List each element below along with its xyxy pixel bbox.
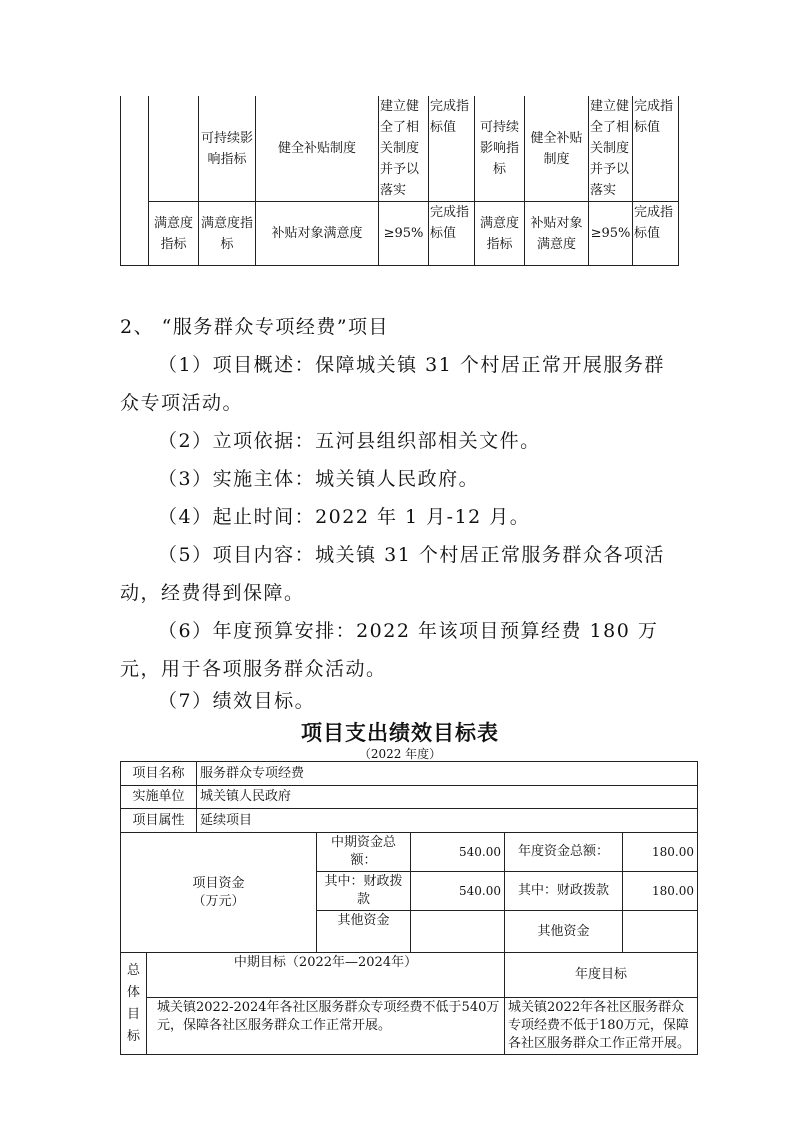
indicator-table [120,96,679,266]
project-name-value: 服务群众专项经费 [197,762,698,786]
overall-target-label: 总体目标 [121,953,147,1055]
indicator-cell: 满意度指标 [475,202,525,266]
status-cell: 完成指标值 [429,202,475,266]
status-cell: 完成指标值 [429,96,475,202]
table-row [121,786,698,809]
indicator-cell: 满意度指标 [199,202,256,266]
paragraph: （3）实施主体：城关镇人民政府。 [158,468,480,490]
indicator-name-cell: 补贴对象满意度 [525,202,589,266]
mid-total-value: 540.00 [411,833,505,872]
table-row [121,202,679,266]
year-target-label: 年度目标 [505,953,698,998]
performance-table [120,761,698,1055]
paragraph: （7）绩效目标。 [158,690,316,712]
table-title: 项目支出绩效目标表 [301,721,499,745]
indicator-name-cell: 健全补贴制度 [256,96,379,202]
table-row [121,762,698,786]
table-cell [121,96,149,266]
mid-total-label: 中期资金总额： [317,833,411,872]
paragraph: （1）项目概述：保障城关镇 31 个村居正常开展服务群众专项活动。 [120,354,665,414]
indicator-value-cell: ≥95% [379,202,429,266]
attribute-label: 项目属性 [121,809,197,833]
indicator-cell: 可持续影响指标 [475,96,525,202]
year-fiscal-label: 其中：财政拨款 [505,872,623,911]
paragraph: （6）年度预算安排：2022 年该项目预算经费 180 万元，用于各项服务群众活动。 [120,620,659,680]
section-heading: 2、 “服务群众专项经费”项目 [120,316,390,338]
mid-fiscal-value: 540.00 [411,872,505,911]
funds-label-cell [121,833,317,953]
table-row [121,809,698,833]
mid-other-label: 其他资金 [317,911,411,953]
indicator-cell: 可持续影响指标 [199,96,256,202]
indicator-name-cell: 健全补贴制度 [525,96,589,202]
year-other-label: 其他资金 [505,911,623,953]
year-fiscal-value: 180.00 [623,872,698,911]
funds-unit: （万元） [192,893,245,909]
year-target-value: 城关镇2022年各社区服务群众专项经费不低于180万元，保障各社区服务群众工作正常开展。 [505,998,698,1055]
category-cell: 满意度指标 [149,202,199,266]
indicator-value-cell: ≥95% [589,202,633,266]
table-row [121,998,698,1055]
status-cell: 完成指标值 [633,202,679,266]
mid-other-value [411,911,505,953]
status-cell: 完成指标值 [633,96,679,202]
mid-fiscal-label: 其中：财政拨款 [317,872,411,911]
indicator-value-cell: 建立健全了相关制度并予以落实 [589,96,633,202]
funds-label: 项目资金 [192,875,245,891]
paragraph: （5）项目内容：城关镇 31 个村居正常服务群众各项活动，经费得到保障。 [120,544,665,604]
unit-value: 城关镇人民政府 [197,786,698,809]
table-row [121,953,698,998]
indicator-value-cell: 建立健全了相关制度并予以落实 [379,96,429,202]
table-row [121,96,679,202]
unit-label: 实施单位 [121,786,197,809]
mid-target-value: 城关镇2022-2024年各社区服务群众专项经费不低于540万元，保障各社区服务群众工作正常开展。 [147,998,505,1055]
table-cell [149,96,199,202]
indicator-name-cell: 补贴对象满意度 [256,202,379,266]
table-subtitle: （2022 年度） [358,747,442,761]
mid-target-label: 中期目标（2022年—2024年） [147,953,505,998]
table-row [121,833,698,872]
project-name-label: 项目名称 [121,762,197,786]
paragraph: （4）起止时间：2022 年 1 月-12 月。 [158,506,531,528]
year-total-value: 180.00 [623,833,698,872]
paragraph: （2）立项依据：五河县组织部相关文件。 [158,430,541,452]
attribute-value: 延续项目 [197,809,698,833]
year-other-value [623,911,698,953]
year-total-label: 年度资金总额： [505,833,623,872]
